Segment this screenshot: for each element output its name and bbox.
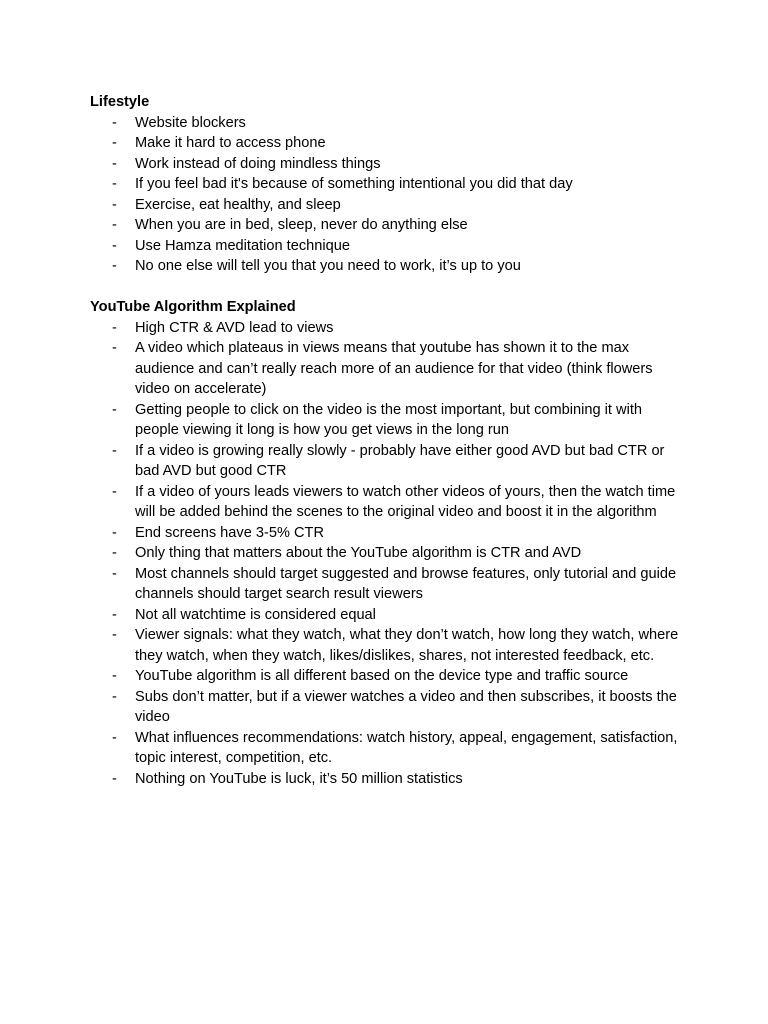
bullet-marker: - bbox=[112, 401, 117, 418]
list-item bbox=[90, 605, 680, 626]
bullet-list bbox=[90, 113, 680, 277]
section-heading: YouTube Algorithm Explained bbox=[90, 299, 296, 315]
document-content bbox=[90, 92, 680, 789]
list-item bbox=[90, 215, 680, 236]
list-item-text: Use Hamza meditation technique bbox=[135, 237, 350, 254]
list-item-text: Subs don’t matter, but if a viewer watches a video and then subscribes, it boosts the video bbox=[135, 688, 677, 725]
list-item-text: Getting people to click on the video is the most important, but combining it with people viewing it long is how you get views in the long run bbox=[135, 401, 642, 438]
list-item-text: Website blockers bbox=[135, 114, 246, 131]
list-item-text: Make it hard to access phone bbox=[135, 135, 326, 151]
bullet-marker: - bbox=[112, 114, 117, 131]
list-item-text: When you are in bed, sleep, never do anything else bbox=[135, 217, 468, 233]
list-item-text: No one else will tell you that you need to work, it’s up to you bbox=[135, 258, 521, 274]
list-item-text: High CTR & AVD lead to views bbox=[135, 319, 334, 336]
bullet-marker: - bbox=[112, 565, 117, 582]
list-item-text: What influences recommendations: watch history, appeal, engagement, satisfaction, topic interest, competition, etc. bbox=[135, 729, 678, 766]
list-item bbox=[90, 769, 680, 790]
list-item bbox=[90, 400, 680, 441]
list-item bbox=[90, 523, 680, 544]
list-item-text: Viewer signals: what they watch, what they don’t watch, how long they watch, where they watch, when they watch, likes/dislikes, shares, not interested feedback, etc. bbox=[135, 627, 679, 664]
list-item bbox=[90, 236, 680, 257]
list-item bbox=[90, 113, 680, 134]
list-item bbox=[90, 154, 680, 175]
bullet-marker: - bbox=[112, 729, 117, 746]
bullet-marker: - bbox=[112, 176, 117, 192]
bullet-marker: - bbox=[112, 217, 117, 233]
list-item bbox=[90, 174, 680, 195]
list-item-text: Most channels should target suggested and browse features, only tutorial and guide channels should target search result viewers bbox=[135, 565, 677, 602]
list-item-text: Exercise, eat healthy, and sleep bbox=[135, 196, 341, 213]
list-item-text: If a video of yours leads viewers to watch other videos of yours, then the watch time will be added behind the scenes to the original video and boost it in the algorithm bbox=[135, 483, 676, 520]
list-item bbox=[90, 338, 680, 400]
bullet-marker: - bbox=[112, 237, 117, 254]
bullet-list bbox=[90, 318, 680, 790]
list-item-text: If you feel bad it's because of something intentional you did that day bbox=[135, 176, 573, 192]
bullet-marker: - bbox=[112, 545, 117, 561]
bullet-marker: - bbox=[112, 135, 117, 151]
bullet-marker: - bbox=[112, 196, 117, 213]
bullet-marker: - bbox=[112, 524, 117, 541]
list-item bbox=[90, 728, 680, 769]
list-item-text: Only thing that matters about the YouTube algorithm is CTR and AVD bbox=[135, 545, 582, 561]
list-item-text: YouTube algorithm is all different based on the device type and traffic source bbox=[135, 668, 629, 684]
list-item bbox=[90, 318, 680, 339]
list-item-text: Not all watchtime is considered equal bbox=[135, 606, 376, 623]
bullet-marker: - bbox=[112, 688, 117, 705]
list-item-text: Work instead of doing mindless things bbox=[135, 155, 381, 172]
bullet-marker: - bbox=[112, 606, 117, 623]
list-item-text: A video which plateaus in views means that youtube has shown it to the max audience and can’t really reach more of an audience for that video (think flowers video on accelerate) bbox=[135, 340, 653, 397]
list-item-text: Nothing on YouTube is luck, it’s 50 million statistics bbox=[135, 770, 463, 787]
bullet-marker: - bbox=[112, 770, 117, 787]
section-spacer bbox=[90, 277, 680, 298]
bullet-marker: - bbox=[112, 258, 117, 274]
list-item bbox=[90, 564, 680, 605]
section-youtube-algorithm bbox=[90, 297, 680, 789]
list-item bbox=[90, 441, 680, 482]
bullet-marker: - bbox=[112, 340, 117, 356]
bullet-marker: - bbox=[112, 442, 117, 459]
list-item bbox=[90, 133, 680, 154]
list-item-text: If a video is growing really slowly - probably have either good AVD but bad CTR or bad AVD but good CTR bbox=[135, 442, 665, 479]
list-item bbox=[90, 687, 680, 728]
bullet-marker: - bbox=[112, 627, 117, 643]
section-lifestyle bbox=[90, 92, 680, 277]
list-item bbox=[90, 256, 680, 277]
section-heading: Lifestyle bbox=[90, 94, 150, 110]
list-item-text: End screens have 3-5% CTR bbox=[135, 524, 324, 541]
list-item bbox=[90, 195, 680, 216]
list-item bbox=[90, 625, 680, 666]
list-item bbox=[90, 482, 680, 523]
bullet-marker: - bbox=[112, 319, 117, 336]
list-item bbox=[90, 666, 680, 687]
bullet-marker: - bbox=[112, 483, 117, 500]
bullet-marker: - bbox=[112, 155, 117, 172]
list-item bbox=[90, 543, 680, 564]
bullet-marker: - bbox=[112, 668, 117, 684]
